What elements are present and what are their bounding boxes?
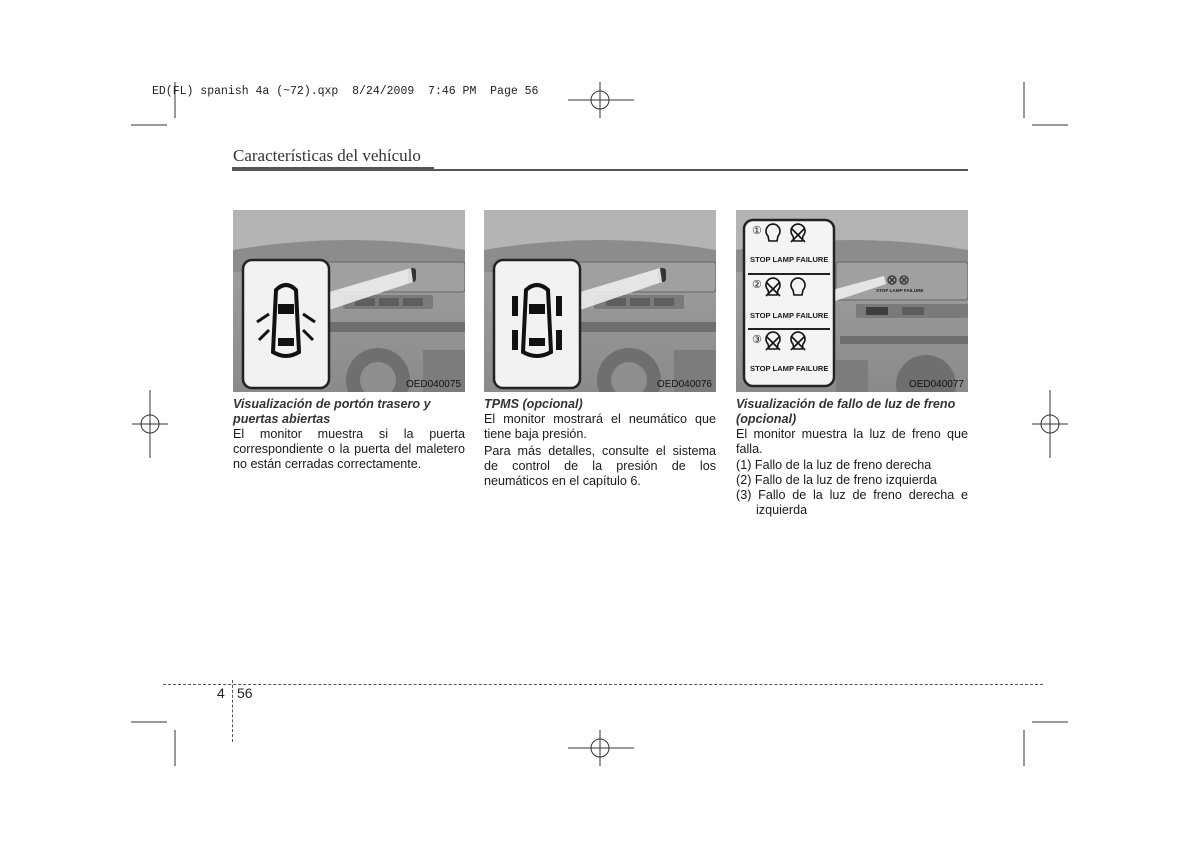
column-door-open — [233, 397, 465, 472]
panel-label: STOP LAMP FAILURE — [750, 255, 829, 264]
caption: Visualización de fallo de luz de freno (opcional) — [736, 397, 956, 426]
failure-list — [736, 458, 968, 518]
panel-marker: ② — [752, 279, 762, 291]
image-code: OED040077 — [908, 379, 964, 390]
footer-rule — [163, 684, 1043, 685]
caption: Visualización de portón trasero y puertas abiertas — [233, 397, 431, 426]
list-item: (3) Fallo de la luz de freno derecha e izquierda — [736, 488, 968, 517]
caption: TPMS (opcional) — [484, 397, 583, 411]
panel-marker: ③ — [752, 334, 762, 346]
title-rule-thin — [434, 169, 968, 171]
stop-lamp-display-photo — [736, 210, 968, 392]
dash-label: STOP LAMP FAILURE — [876, 288, 924, 293]
section-title: Características del vehículo — [233, 146, 421, 165]
chapter-number: 4 — [217, 685, 225, 701]
list-item: (2) Fallo de la luz de freno izquierda — [736, 473, 937, 487]
panel-marker: ① — [752, 225, 762, 237]
tpms-display-photo — [484, 210, 716, 392]
column-stop-lamp — [736, 397, 968, 518]
panel-label: STOP LAMP FAILURE — [750, 311, 829, 320]
paragraph: El monitor mostrará el neumático que tiene baja presión. — [484, 412, 716, 441]
image-code: OED040076 — [656, 379, 712, 390]
page-number: 56 — [237, 685, 253, 701]
column-tpms — [484, 397, 716, 489]
panel-label: STOP LAMP FAILURE — [750, 364, 829, 373]
title-rule — [232, 167, 434, 171]
print-slug: ED(FL) spanish 4a (~72).qxp 8/24/2009 7:46 PM Page 56 — [152, 85, 539, 98]
paragraph: El monitor muestra si la puerta correspondiente o la puerta del maletero no están cerradas correctamente. — [233, 427, 465, 471]
page-divider — [232, 680, 233, 742]
list-item: (1) Fallo de la luz de freno derecha — [736, 458, 932, 472]
paragraph: Para más detalles, consulte el sistema de control de la presión de los neumáticos en el capítulo 6. — [484, 444, 716, 488]
paragraph: El monitor muestra la luz de freno que falla. — [736, 427, 968, 456]
door-open-display-photo — [233, 210, 465, 392]
image-code: OED040075 — [405, 379, 461, 390]
